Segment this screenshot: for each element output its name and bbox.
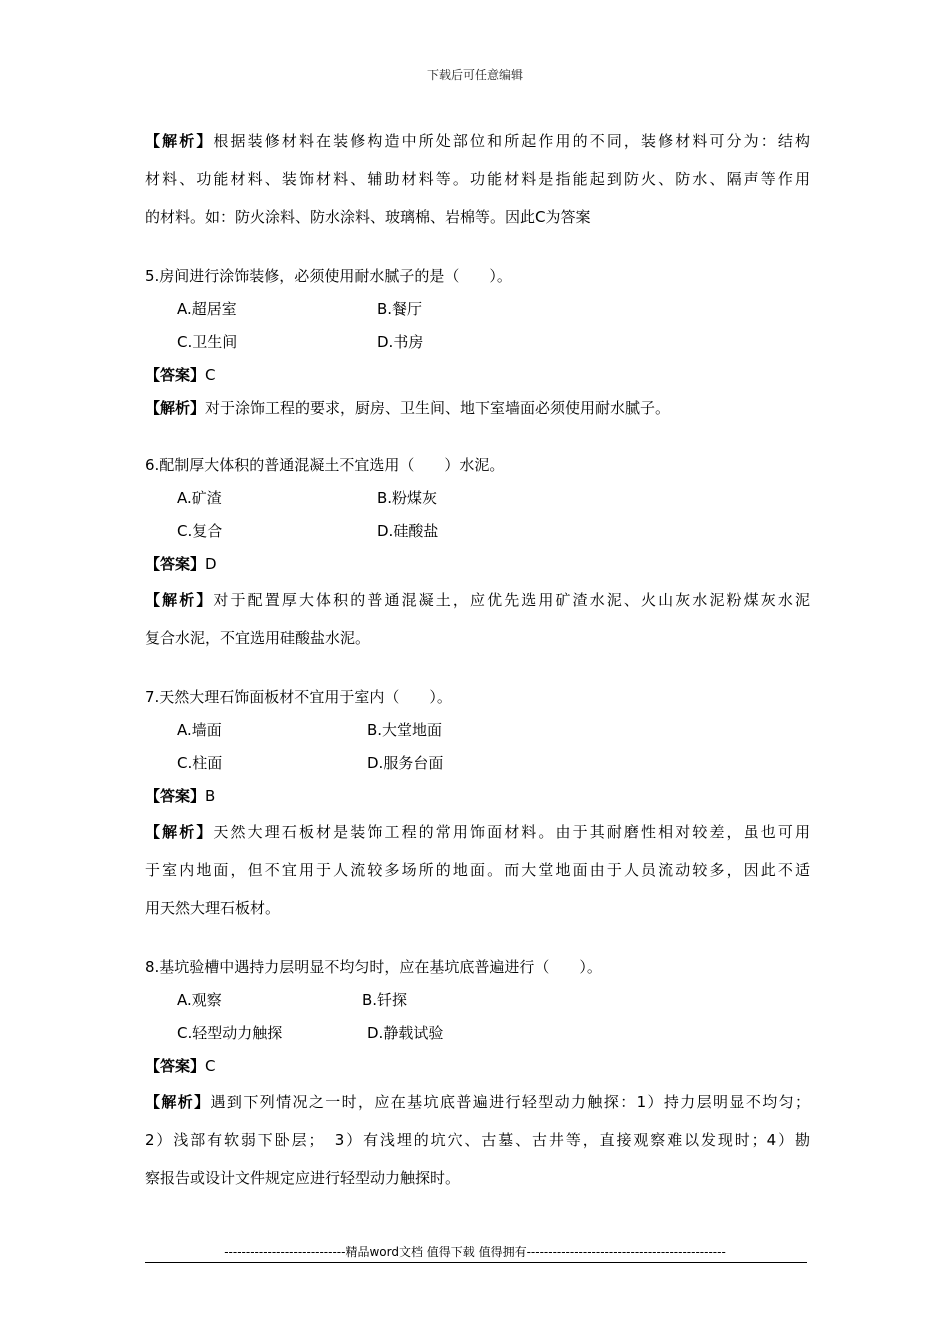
option-c: C.卫生间 (177, 333, 238, 351)
analysis-text: 遇到下列情况之一时，应在基坑底普遍进行轻型动力触探：1）持力层明显不均匀； (210, 1093, 810, 1111)
analysis-label: 【解析】 (145, 591, 214, 609)
option-a: A.矿渣 (177, 489, 222, 507)
options-row (145, 714, 810, 747)
analysis-text: 对于涂饰工程的要求，厨房、卫生间、地下室墙面必须使用耐水腻子。 (205, 399, 671, 417)
option-b: B.大堂地面 (367, 721, 443, 739)
answer-label: 【答案】 (145, 555, 206, 573)
question-stem: 5.房间进行涂饰装修，必须使用耐水腻子的是（ ）。 (145, 267, 512, 285)
analysis-text: 根据装修材料在装修构造中所处部位和所起作用的不同，装修材料可分为：结构 (213, 132, 810, 150)
question-stem: 8.基坑验槽中遇持力层明显不均匀时，应在基坑底普遍进行（ ）。 (145, 958, 602, 976)
option-c: C.柱面 (177, 754, 223, 772)
analysis-label: 【解析】 (145, 399, 206, 417)
page-footer: ----------------------------精品word文档 值得下载 值得拥有---------------------------------------------- (224, 1245, 726, 1259)
option-b: B.粉煤灰 (377, 489, 438, 507)
option-d: D.静载试验 (367, 1024, 444, 1042)
analysis-text: 的材料。如：防火涂料、防水涂料、玻璃棉、岩棉等。因此C为答案 (145, 208, 591, 226)
option-a: A.观察 (177, 991, 222, 1009)
question-stem: 6.配制厚大体积的普通混凝土不宜选用（ ）水泥。 (145, 456, 505, 474)
analysis-label: 【解析】 (145, 132, 214, 150)
question-stem: 7.天然大理石饰面板材不宜用于室内（ ）。 (145, 688, 452, 706)
option-d: D.服务台面 (367, 754, 444, 772)
question-5 (145, 260, 810, 425)
answer-label: 【答案】 (145, 1057, 206, 1075)
answer-value: C (205, 1057, 216, 1075)
answer-value: B (205, 787, 216, 805)
options-row (145, 326, 810, 359)
document-body (145, 122, 810, 1197)
analysis-text: 材料、功能材料、装饰材料、辅助材料等。功能材料是指能起到防火、防水、隔声等作用 (145, 170, 810, 188)
option-c: C.复合 (177, 522, 223, 540)
options-row (145, 984, 810, 1017)
option-b: B.钎探 (362, 991, 408, 1009)
answer-value: D (205, 555, 217, 573)
answer-label: 【答案】 (145, 787, 206, 805)
option-a: A.墙面 (177, 721, 222, 739)
analysis-text: 对于配置厚大体积的普通混凝土，应优先选用矿渣水泥、火山灰水泥粉煤灰水泥 (213, 591, 810, 609)
analysis-text: 察报告或设计文件规定应进行轻型动力触探时。 (145, 1169, 461, 1187)
option-c: C.轻型动力触探 (177, 1024, 283, 1042)
page-header: 下载后可任意编辑 (426, 68, 523, 82)
option-d: D.书房 (377, 333, 424, 351)
analysis-text: 用天然大理石板材。 (145, 899, 281, 917)
analysis-label: 【解析】 (145, 1093, 211, 1111)
analysis-text: 天然大理石板材是装饰工程的常用饰面材料。由于其耐磨性相对较差，虽也可用 (213, 823, 810, 841)
analysis-text: 2）浅部有软弱下卧层； 3）有浅埋的坑穴、古墓、古井等，直接观察难以发现时；4）勘 (145, 1131, 810, 1149)
options-row (145, 482, 810, 515)
option-d: D.硅酸盐 (377, 522, 439, 540)
options-row (145, 293, 810, 326)
analysis-text: 于室内地面，但不宜用于人流较多场所的地面。而大堂地面由于人员流动较多，因此不适 (145, 861, 810, 879)
question-8 (145, 951, 810, 1197)
answer-value: C (205, 366, 216, 384)
analysis-label: 【解析】 (145, 823, 214, 841)
options-row (145, 747, 810, 780)
options-row (145, 515, 810, 548)
question-6 (145, 449, 810, 657)
footer-divider (145, 1262, 807, 1263)
intro-analysis (145, 122, 810, 236)
question-7 (145, 681, 810, 927)
option-a: A.超居室 (177, 300, 237, 318)
answer-label: 【答案】 (145, 366, 206, 384)
options-row (145, 1017, 810, 1050)
option-b: B.餐厅 (377, 300, 423, 318)
analysis-text: 复合水泥，不宜选用硅酸盐水泥。 (145, 629, 371, 647)
